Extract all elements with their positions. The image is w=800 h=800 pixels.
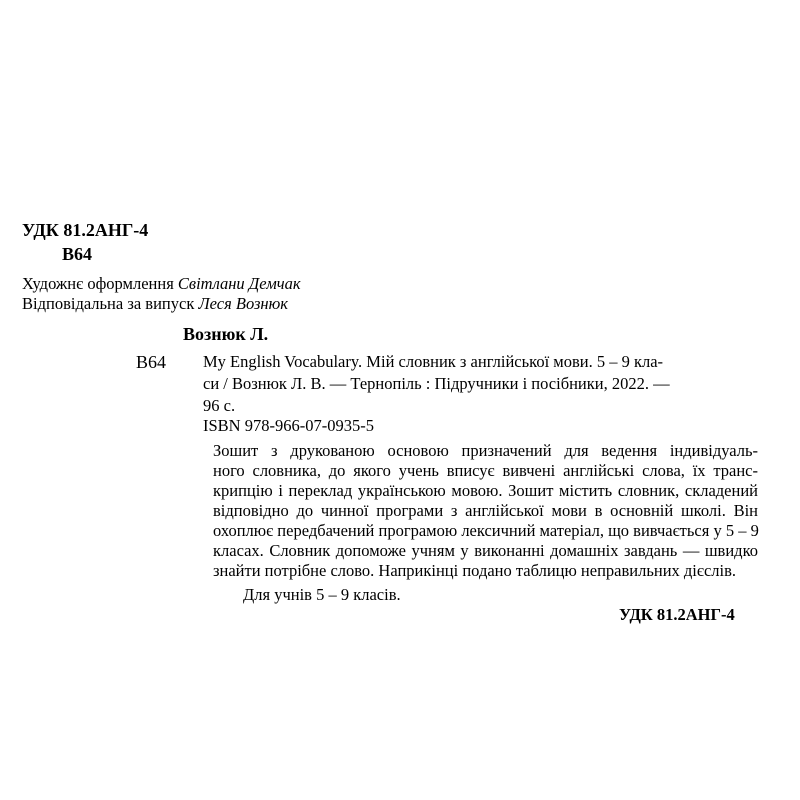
annotation-line: крипцію і переклад українською мовою. Зошит містить словник, складений	[213, 481, 758, 500]
responsible-credit-name: Леся Вознюк	[198, 294, 288, 313]
udk-code-top: УДК 81.2АНГ-4	[22, 220, 149, 240]
annotation-line: відповідно до чинної програми з англійської мови в основній школі. Він	[213, 501, 758, 520]
design-credit-label: Художнє оформлення	[22, 274, 174, 293]
annotation	[213, 441, 758, 581]
author-heading: Вознюк Л.	[183, 324, 269, 344]
annotation-line: класах. Словник допоможе учням у виконанні домашніх завдань — швидко	[213, 541, 758, 560]
target-audience: Для учнів 5 – 9 класів.	[243, 585, 401, 604]
isbn: ISBN 978-966-07-0935-5	[203, 416, 374, 435]
design-credit-name: Світлани Демчак	[177, 274, 301, 293]
annotation-line: Зошит з друкованою основою призначений для ведення індивідуаль-	[213, 441, 758, 460]
bibliographic-line: My English Vocabulary. Мій словник з англійської мови. 5 – 9 кла-	[203, 352, 664, 371]
udk-code-bottom: УДК 81.2АНГ-4	[619, 605, 735, 624]
bbk-code-entry: В64	[136, 352, 167, 372]
responsible-credit	[22, 294, 288, 314]
bibliographic-line: си / Вознюк Л. В. — Тернопіль : Підручники і посібники, 2022. —	[203, 374, 670, 393]
bibliographic-line: 96 с.	[203, 396, 236, 415]
responsible-credit-label: Відповідальна за випуск	[22, 294, 195, 313]
bbk-code-top: В64	[62, 244, 93, 264]
annotation-line: знайти потрібне слово. Наприкінці подано таблицю неправильних дієслів.	[213, 561, 737, 580]
design-credit	[22, 274, 301, 294]
annotation-line: охоплює передбачений програмою лексичний матеріал, що вивчається у 5 – 9	[213, 521, 759, 540]
annotation-line: ного словника, до якого учень вписує вивчені англійські слова, їх транс-	[213, 461, 758, 480]
